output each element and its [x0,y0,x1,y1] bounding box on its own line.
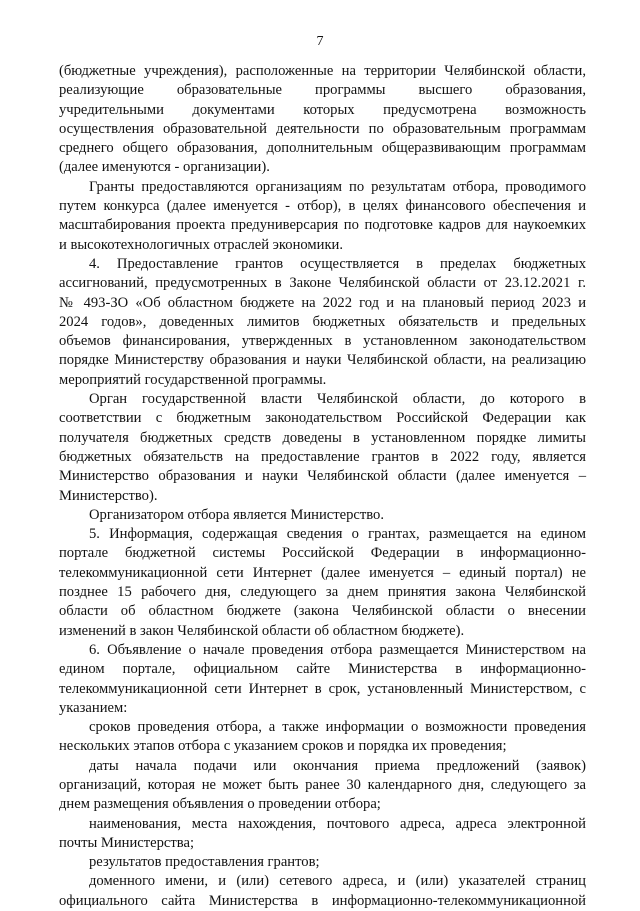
text-line: 2024 годов», доведенных лимитов бюджетных обязательств и предельных [59,313,586,330]
paragraph [59,757,586,815]
text-line: днем размещения объявления о проведении отбора; [59,796,381,813]
text-line: официального сайта Министерства в информационно-телекоммуникационной [59,892,586,909]
text-line: объемов финансирования, утвержденных в установленном законодательством [59,333,586,350]
paragraph [59,178,586,255]
text-line: порядке Министерству образования и науки Челябинской области, на реализацию [59,352,586,369]
text-line: и высокотехнологичных отраслей экономики. [59,236,343,253]
text-line: Орган государственной власти Челябинской области, до которого в [89,391,586,408]
text-line: (бюджетные учреждения), расположенные на территории Челябинской области, [59,63,586,79]
text-line: мероприятий государственной программы. [59,371,327,388]
text-line: среднего общего образования, дополнительным общеразвивающим программам [59,140,586,157]
text-line: ассигнований, предусмотренных в Законе Челябинской области от 23.12.2021 г. [59,275,586,292]
text-line: путем конкурса (далее именуется - отбор), в целях финансового обеспечения и [59,198,586,215]
text-line: нескольких этапов отбора с указанием сроков и порядка их проведения; [59,738,507,755]
text-line: соответствии с бюджетным законодательством Российской Федерации как [59,410,586,427]
page-number: 7 [316,34,324,49]
paragraph [59,815,586,854]
paragraph [59,390,586,506]
paragraph [59,872,586,911]
text-line: портале бюджетной системы Российской Федерации в информационно- [59,545,586,562]
text-line: организаций, которая не может быть ранее 30 календарного дня, следующего за [59,776,586,793]
text-line: Министерство образования и науки Челябинской области (далее именуется – [59,468,586,485]
paragraph [59,525,586,641]
text-line: реализующие образовательные программы высшего образования, [59,82,586,99]
text-line: масштабирования проекта предуниверсария по подготовке кадров для наукоемких [59,217,586,234]
text-line: осуществления образовательной деятельности по образовательным программам [59,120,586,137]
text-line: указанием: [59,699,128,716]
text-line: наименования, места нахождения, почтового адреса, адреса электронной [89,815,586,832]
text-line: результатов предоставления грантов; [89,854,320,871]
paragraph [59,506,586,525]
text-line: области об областном бюджете (закона Челябинской области о внесении [59,603,586,620]
text-line: доменного имени, и (или) сетевого адреса, и (или) указателей страниц [89,873,586,890]
text-line: позднее 15 рабочего дня, следующего за днем принятия закона Челябинской [59,584,586,601]
text-line: Гранты предоставляются организациям по результатам отбора, проводимого [89,178,586,195]
text-line: телекоммуникационной сети Интернет (далее именуется – единый портал) не [59,564,586,581]
text-line: № 493-ЗО «Об областном бюджете на 2022 год и на плановый период 2023 и [59,294,586,311]
paragraph [59,718,586,757]
paragraph [59,62,586,178]
text-line: телекоммуникационной сети Интернет в срок, установленный Министерством, с [59,680,586,697]
paragraph [59,641,586,718]
text-line: Министерство). [59,487,158,504]
text-line: получателя бюджетных средств доведены в установленном порядке лимиты [59,429,586,446]
text-line: 4. Предоставление грантов осуществляется в пределах бюджетных [89,255,586,272]
text-line: (далее именуются - организации). [59,159,270,176]
text-line: бюджетных обязательств на предоставление грантов в 2022 году, является [59,448,586,465]
text-line: 6. Объявление о начале проведения отбора размещается Министерством на [89,641,586,658]
document-body [59,62,586,911]
text-line: сроков проведения отбора, а также информации о возможности проведения [89,719,586,736]
paragraph [59,853,586,872]
paragraph [59,255,586,390]
text-line: Организатором отбора является Министерство. [89,506,384,523]
text-line: почты Министерства; [59,834,195,851]
text-line: изменений в закон Челябинской области об областном бюджете). [59,622,465,639]
text-line: 5. Информация, содержащая сведения о грантах, размещается на едином [89,526,586,543]
text-line: даты начала подачи или окончания приема предложений (заявок) [89,757,586,774]
text-line: едином портале, официальном сайте Министерства в информационно- [59,661,586,678]
text-line: учредительными документами которых предусмотрена возможность [59,101,586,118]
